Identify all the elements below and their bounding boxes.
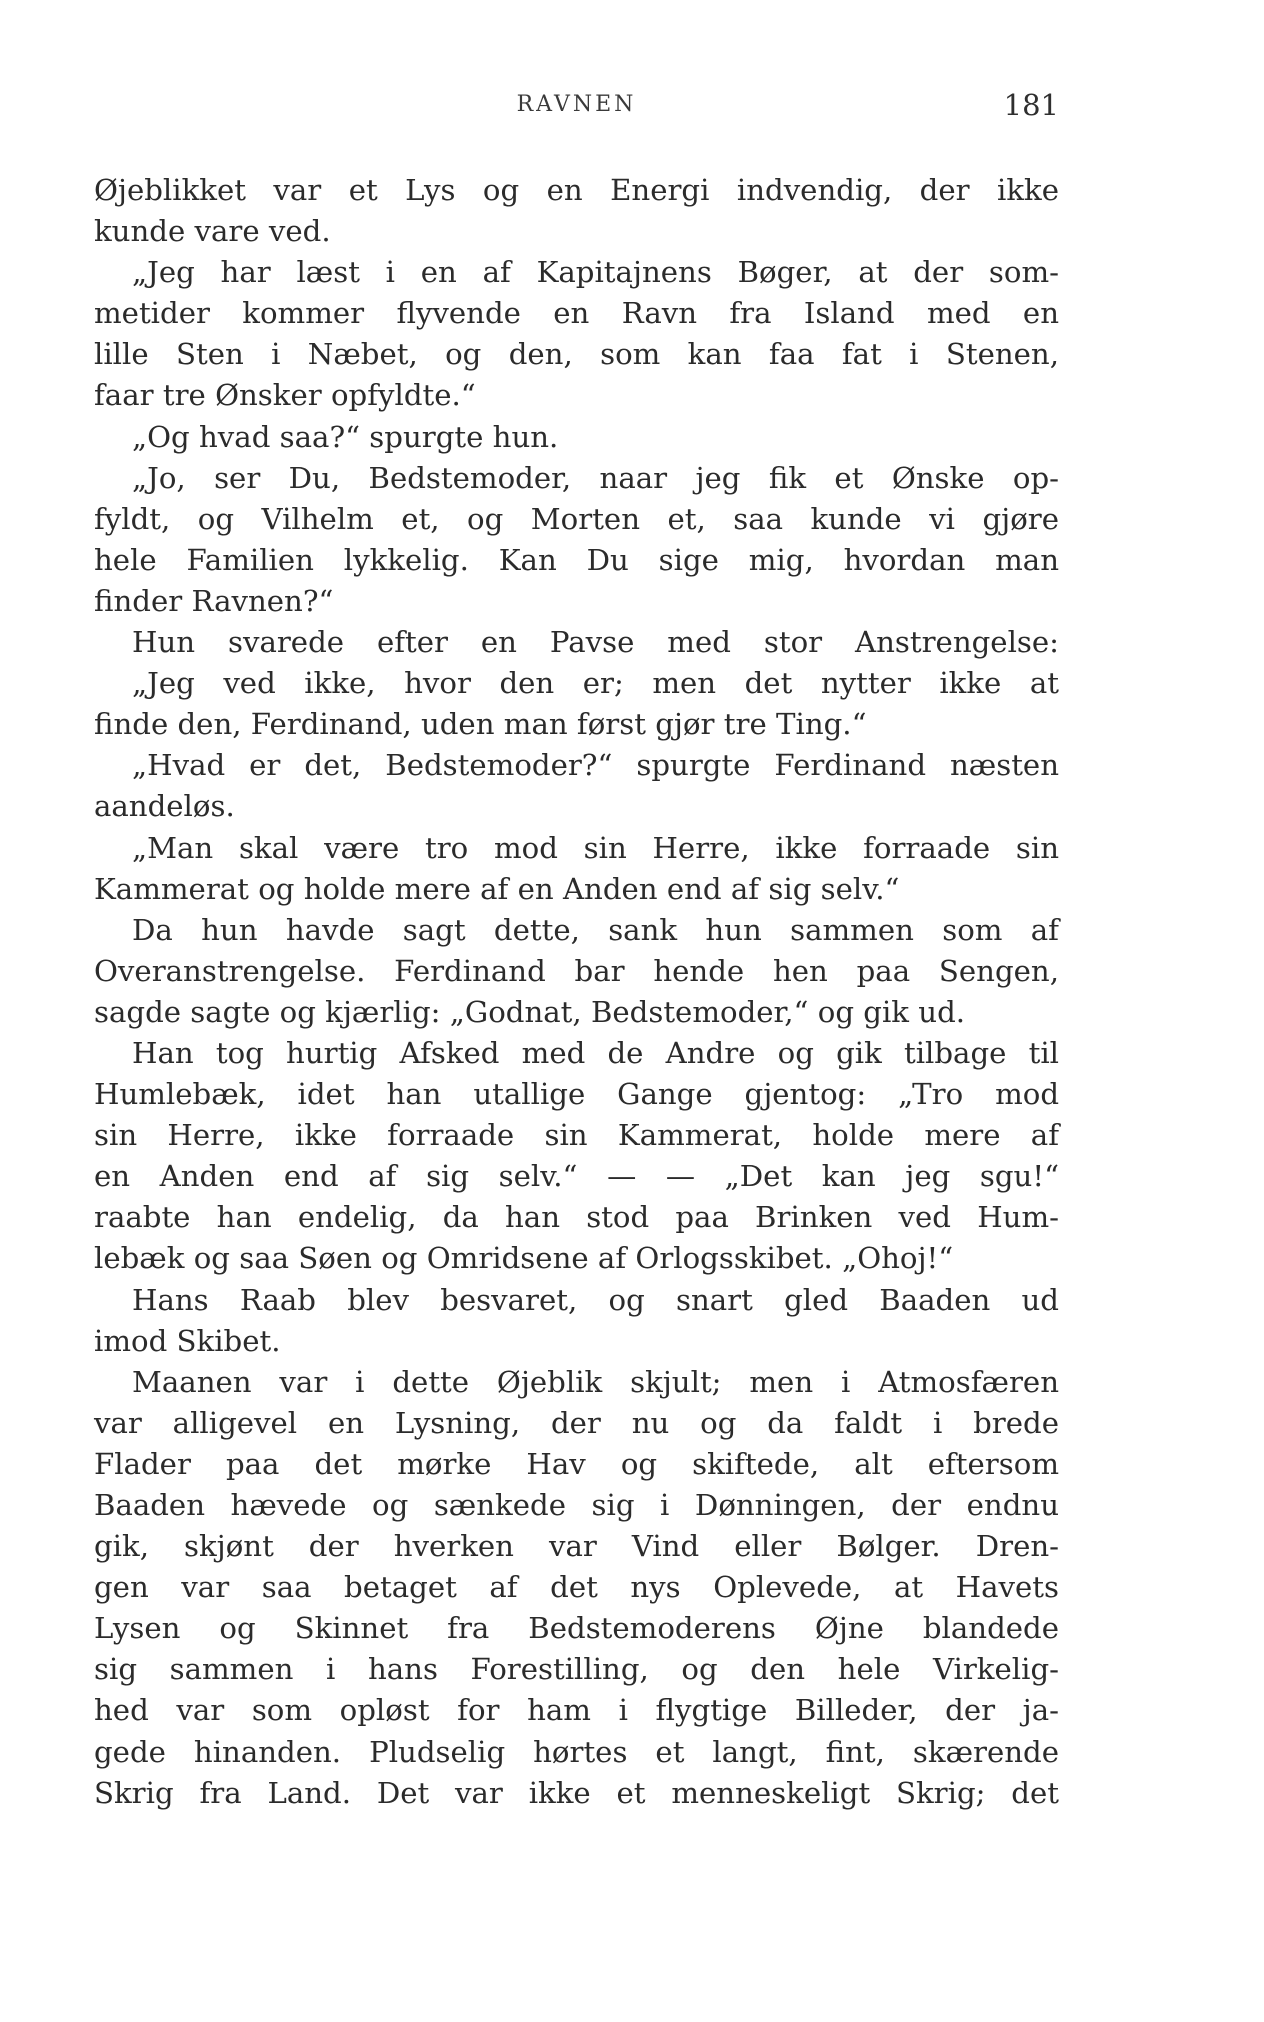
text-line: var alligevel en Lysning, der nu og da faldt i brede — [94, 1405, 1059, 1440]
text-line: Kammerat og holde mere af en Anden end af sig selv.“ — [94, 871, 900, 906]
text-line: gen var saa betaget af det nys Oplevede, at Havets — [94, 1570, 1059, 1605]
text-line: „Og hvad saa?“ spurgte hun. — [132, 419, 559, 454]
text-line: kunde vare ved. — [94, 214, 331, 249]
text-line: Flader paa det mørke Hav og skiftede, alt eftersom — [94, 1446, 1059, 1481]
text-line: Lysen og Skinnet fra Bedstemoderens Øjne blandede — [94, 1611, 1059, 1646]
text-line: sin Herre, ikke forraade sin Kammerat, holde mere af — [94, 1118, 1059, 1153]
page-number: 181 — [1003, 88, 1059, 122]
text-line: hed var som opløst for ham i flygtige Billeder, der ja- — [94, 1693, 1059, 1728]
text-line: lebæk og saa Søen og Omridsene af Orlogsskibet. „Ohoj!“ — [94, 1241, 954, 1276]
text-line: sagde sagte og kjærlig: „Godnat, Bedstemoder,“ og gik ud. — [94, 994, 966, 1029]
text-line: „Jeg ved ikke, hvor den er; men det nytter ikke at — [132, 666, 1059, 701]
text-line: Humlebæk, idet han utallige Gange gjentog: „Tro mod — [94, 1077, 1059, 1112]
text-line: sig sammen i hans Forestilling, og den hele Virkelig- — [94, 1652, 1059, 1687]
text-line: gik, skjønt der hverken var Vind eller Bølger. Dren- — [94, 1529, 1059, 1564]
text-line: „Man skal være tro mod sin Herre, ikke forraade sin — [132, 830, 1059, 865]
text-line: „Jo, ser Du, Bedstemoder, naar jeg fik et Ønske op- — [132, 460, 1059, 495]
text-line: Hans Raab blev besvaret, og snart gled Baaden ud — [132, 1282, 1059, 1317]
text-line: Skrig fra Land. Det var ikke et menneskeligt Skrig; det — [94, 1775, 1059, 1810]
text-line: aandeløs. — [94, 789, 235, 824]
text-line: „Hvad er det, Bedstemoder?“ spurgte Ferdinand næsten — [132, 748, 1059, 783]
page-header — [94, 88, 1059, 128]
text-line: finder Ravnen?“ — [94, 583, 334, 618]
text-line: finde den, Ferdinand, uden man først gjør tre Ting.“ — [94, 707, 867, 742]
text-line: „Jeg har læst i en af Kapitajnens Bøger, at der som- — [132, 255, 1059, 290]
text-line: Hun svarede efter en Pavse med stor Anstrengelse: — [132, 625, 1059, 660]
text-line: Overanstrengelse. Ferdinand bar hende hen paa Sengen, — [94, 953, 1059, 988]
text-line: Han tog hurtig Afsked med de Andre og gik tilbage til — [132, 1035, 1059, 1070]
text-line: fyldt, og Vilhelm et, og Morten et, saa kunde vi gjøre — [94, 501, 1059, 536]
text-line: lille Sten i Næbet, og den, som kan faa fat i Stenen, — [94, 337, 1059, 372]
text-line: Øjeblikket var et Lys og en Energi indvendig, der ikke — [94, 173, 1059, 207]
text-line: Maanen var i dette Øjeblik skjult; men i Atmosfæren — [132, 1364, 1059, 1399]
text-line: Da hun havde sagt dette, sank hun sammen som af — [132, 912, 1059, 947]
body-text — [94, 170, 1059, 1814]
text-line: hele Familien lykkelig. Kan Du sige mig, hvordan man — [94, 542, 1059, 577]
text-line: metider kommer flyvende en Ravn fra Island med en — [94, 296, 1059, 331]
text-line: gede hinanden. Pludselig hørtes et langt, fint, skærende — [94, 1734, 1059, 1769]
text-line: imod Skibet. — [94, 1323, 281, 1358]
running-title: RAVNEN — [516, 92, 637, 117]
text-line: faar tre Ønsker opfyldte.“ — [94, 378, 476, 413]
text-line: Baaden hævede og sænkede sig i Dønningen, der endnu — [94, 1488, 1059, 1522]
text-line: raabte han endelig, da han stod paa Brinken ved Hum- — [94, 1200, 1059, 1235]
text-line: en Anden end af sig selv.“ — — „Det kan jeg sgu!“ — [94, 1159, 1059, 1194]
